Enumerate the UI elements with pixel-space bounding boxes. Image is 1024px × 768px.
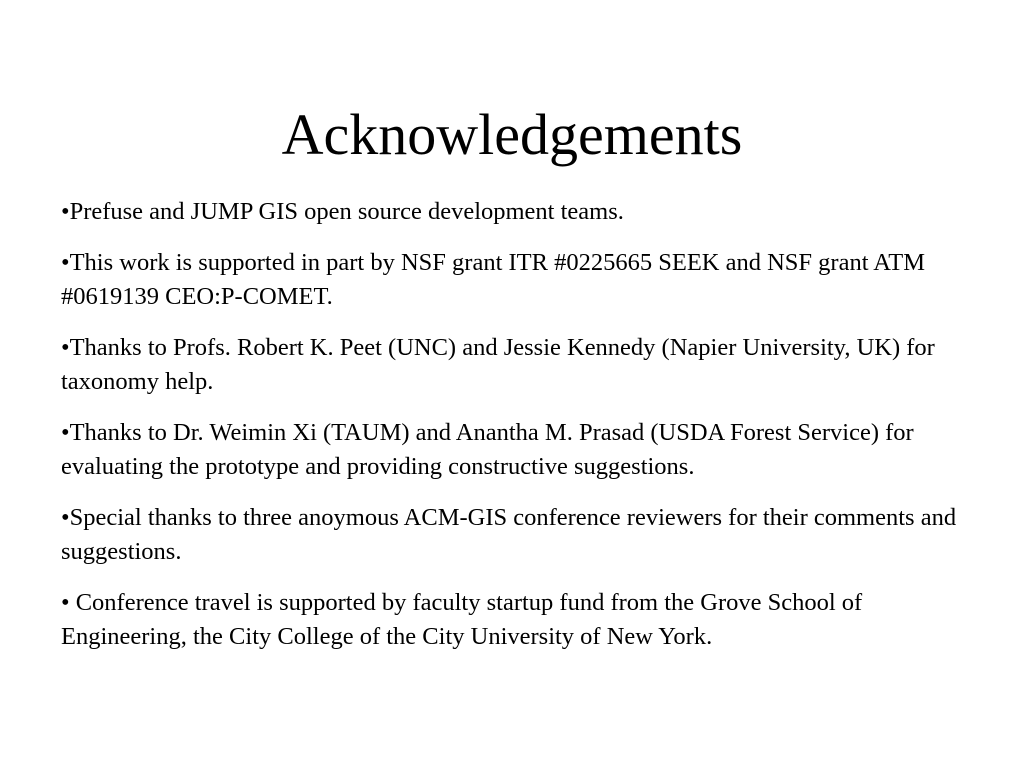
bullet-list [61, 195, 991, 671]
bullet-item: •Thanks to Dr. Weimin Xi (TAUM) and Anantha M. Prasad (USDA Forest Service) for evaluating the prototype and providing constructive suggestions. [61, 419, 914, 480]
bullet-item: •Special thanks to three anoymous ACM-GIS conference reviewers for their comments and suggestions. [61, 504, 957, 565]
bullet-item: •Prefuse and JUMP GIS open source development teams. [61, 198, 624, 225]
bullet-item: •Thanks to Profs. Robert K. Peet (UNC) and Jessie Kennedy (Napier University, UK) for taxonomy help. [61, 334, 935, 395]
bullet-item: • Conference travel is supported by faculty startup fund from the Grove School of Engineering, the City College of the City University of New York. [61, 589, 863, 650]
bullet-item: •This work is supported in part by NSF grant ITR #0225665 SEEK and NSF grant ATM #0619139 CEO:P-COMET. [61, 249, 926, 310]
slide-title: Acknowledgements [281, 102, 743, 167]
